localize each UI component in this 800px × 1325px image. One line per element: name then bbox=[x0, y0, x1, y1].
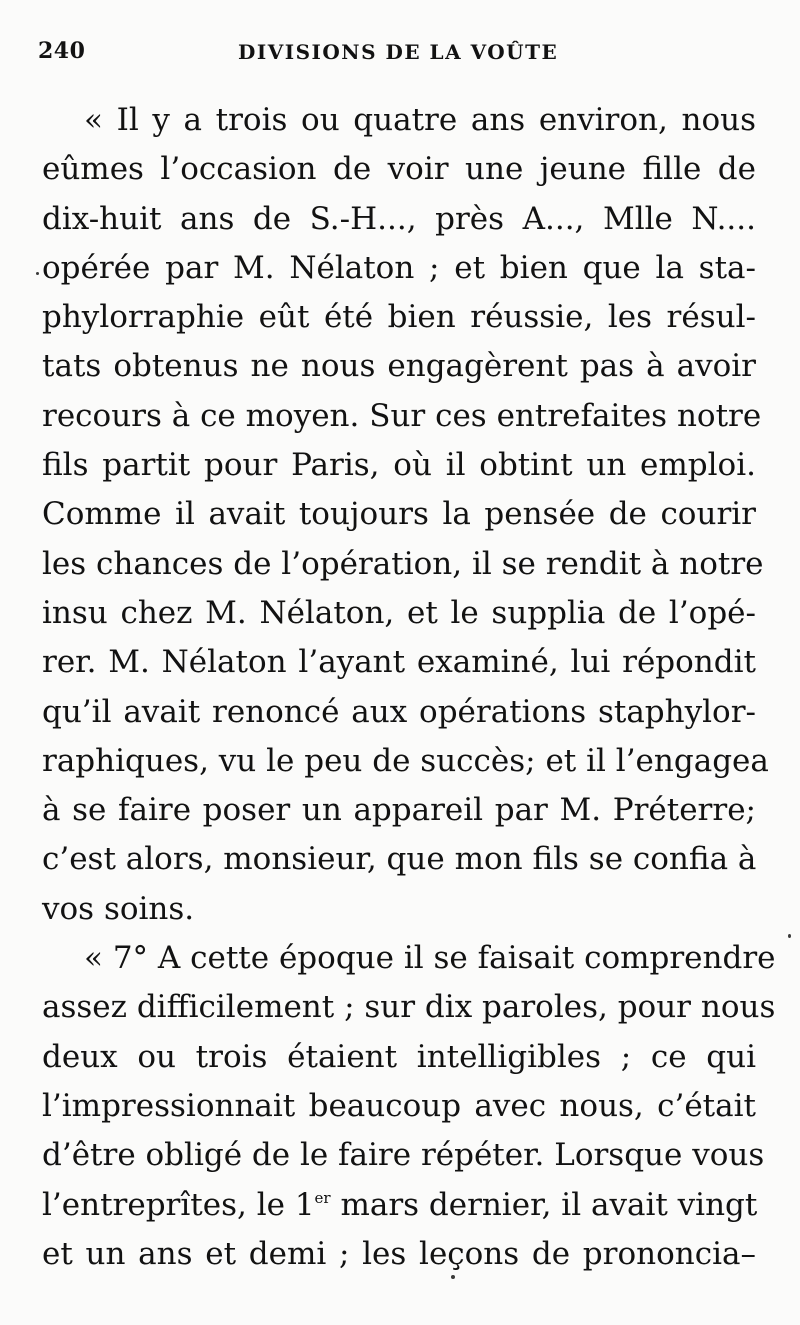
paragraph bbox=[42, 934, 776, 1279]
text-line: l’impressionnait beaucoup avec nous, c’était bbox=[42, 1087, 756, 1124]
body-text bbox=[42, 96, 776, 1279]
text-line: eûmes l’occasion de voir une jeune fille de bbox=[42, 151, 756, 188]
text-line: qu’il avait renoncé aux opérations staphylor- bbox=[42, 693, 756, 730]
text-line: deux ou trois étaient intelligibles ; ce qui bbox=[42, 1038, 756, 1075]
text-line: et un ans et demi ; les leçons de prononcia– bbox=[42, 1235, 756, 1272]
text-line-with-superscript bbox=[42, 1181, 756, 1230]
text-line: dix-huit ans de S.-H..., près A..., Mlle N.... bbox=[42, 200, 756, 237]
superscript: er bbox=[314, 1188, 331, 1207]
text-line: recours à ce moyen. Sur ces entrefaites notre bbox=[42, 397, 762, 434]
text-line: fils partit pour Paris, où il obtint un emploi. bbox=[42, 447, 756, 484]
text-line: vos soins. bbox=[42, 890, 195, 927]
page-number: 240 bbox=[38, 38, 86, 64]
paper-speck bbox=[36, 272, 39, 275]
text-line: à se faire poser un appareil par M. Préterre; bbox=[42, 792, 756, 829]
paper-speck bbox=[451, 1275, 455, 1279]
text-line: les chances de l’opération, il se rendit à notre bbox=[42, 545, 764, 582]
text-line: raphiques, vu le peu de succès; et il l’engagea bbox=[42, 742, 769, 779]
text-line: rer. M. Nélaton l’ayant examiné, lui répondit bbox=[42, 644, 756, 681]
text-line: « 7° A cette époque il se faisait comprendre bbox=[84, 940, 776, 977]
text-line: d’être obligé de le faire répéter. Lorsque vous bbox=[42, 1137, 765, 1174]
text-line: tats obtenus ne nous engagèrent pas à avoir bbox=[42, 348, 756, 385]
text-line: insu chez M. Nélaton, et le supplia de l’opé- bbox=[42, 594, 756, 631]
running-title: DIVISIONS DE LA VOÛTE bbox=[238, 40, 559, 64]
paper-speck bbox=[788, 934, 791, 938]
text-line: c’est alors, monsieur, que mon fils se confia à bbox=[42, 841, 757, 878]
text-line: assez difficilement ; sur dix paroles, pour nous bbox=[42, 989, 776, 1026]
text-line: opérée par M. Nélaton ; et bien que la sta- bbox=[42, 249, 756, 286]
text-line: « Il y a trois ou quatre ans environ, nous bbox=[84, 102, 756, 138]
page-header bbox=[38, 38, 762, 72]
text-fragment: l’entreprîtes, le 1 bbox=[42, 1186, 315, 1223]
paragraph bbox=[42, 96, 769, 934]
text-line: Comme il avait toujours la pensée de courir bbox=[42, 496, 756, 533]
text-fragment: mars dernier, il avait vingt bbox=[330, 1186, 758, 1223]
text-line: phylorraphie eût été bien réussie, les résul- bbox=[42, 299, 756, 336]
